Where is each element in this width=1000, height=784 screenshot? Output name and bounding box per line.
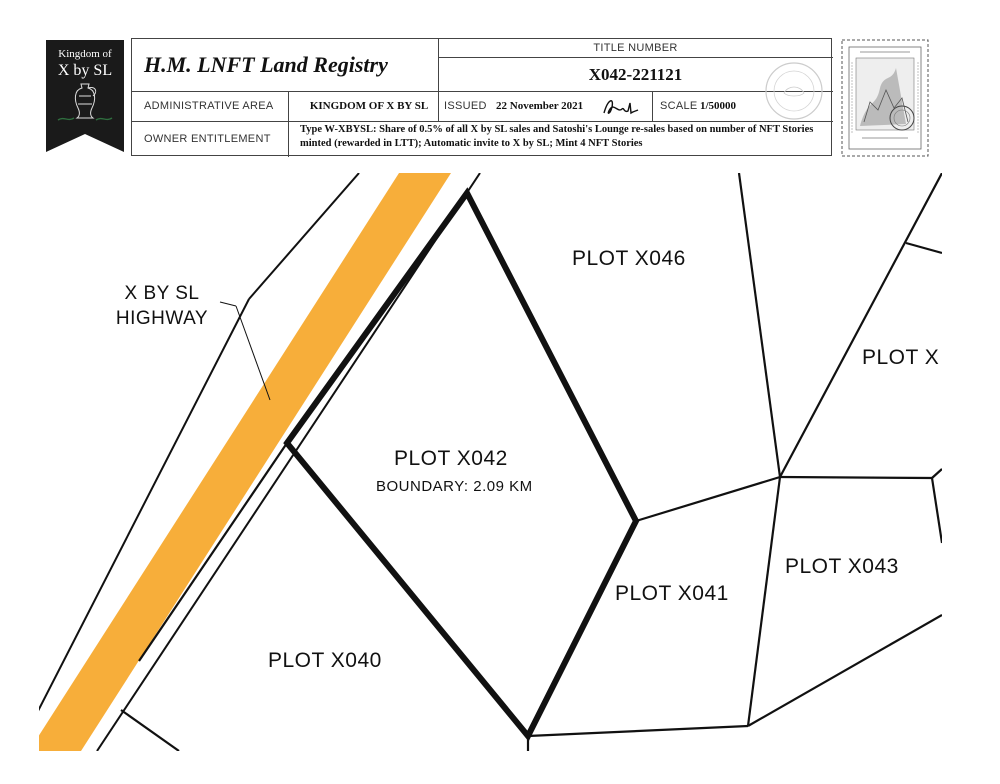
registry-title: H.M. LNFT Land Registry [144,52,388,77]
title-number-value: X042-221121 [588,65,683,84]
registry-header-table [131,38,832,156]
highway-label-leader-2 [236,306,270,400]
signature-icon [600,95,640,119]
kingdom-banner-logo [46,40,124,152]
plot-label-x041: PLOT X041 [615,582,729,605]
banner-line2: X by SL [57,62,113,79]
plot-map [39,173,942,751]
plot-label-partial: PLOT X [862,346,940,369]
highway-road [39,173,451,751]
highway-label [103,281,221,331]
highway-label-leader [220,302,236,306]
scale-label: SCALE [660,100,698,112]
highway-label-line1: X BY SL [124,283,200,304]
title-number-label: TITLE NUMBER [593,42,678,54]
plot-label-x046: PLOT X046 [572,247,686,270]
postage-stamp [840,38,930,158]
plot-label-x040: PLOT X040 [268,649,382,672]
issued-label: ISSUED [444,100,487,112]
owner-entitlement-value: Type W-XBYSL: Share of 0.5% of all X by SL sales and Satoshi's Lounge re-sales based on number of NFT Stories minted (rewarded in LTT); Automatic invite to X by SL; Mint 4 NFT Stories [300,124,814,149]
owner-entitlement-label: OWNER ENTITLEMENT [144,133,271,145]
plot-x042-boundary-length: BOUNDARY: 2.09 KM [376,478,533,495]
stamp-icon [840,38,930,158]
highway-label-line2: HIGHWAY [115,308,209,329]
admin-area-value: KINGDOM OF X BY SL [309,100,429,112]
registry-seal-icon [762,59,826,123]
plot-label-x043: PLOT X043 [785,555,899,578]
admin-area-label: ADMINISTRATIVE AREA [144,100,274,112]
issued-date: 22 November 2021 [496,100,584,112]
plot-label-x042: PLOT X042 [394,447,508,470]
banner-line1: Kingdom of [58,48,112,60]
scale-value: 1/50000 [700,100,737,112]
